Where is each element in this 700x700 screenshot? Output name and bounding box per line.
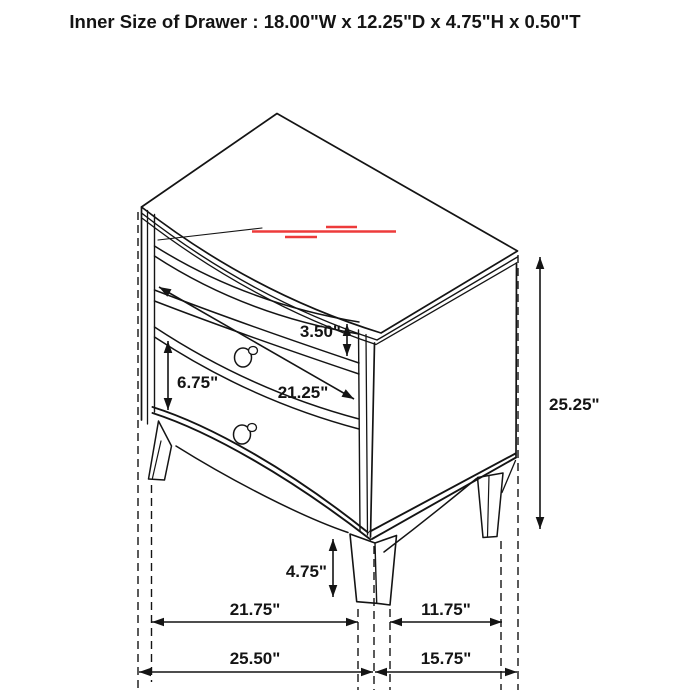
dim-overall-depth	[375, 649, 517, 676]
arrowhead-left	[152, 618, 164, 627]
leg-outline	[478, 473, 504, 538]
dim-label-overall-depth: 15.75"	[420, 649, 472, 668]
leg-corner-edge	[375, 543, 377, 603]
arrowhead-down	[329, 585, 338, 597]
arrowhead-left	[139, 668, 151, 677]
arrowhead-right	[505, 668, 517, 677]
cabinet-right-side	[370, 263, 517, 552]
arrowhead-up	[329, 539, 338, 551]
arrowhead-lower-right	[342, 389, 355, 399]
dim-bottom-drawer-height	[164, 341, 218, 410]
leg-outline	[350, 534, 397, 605]
front-right-post	[359, 330, 375, 537]
leg-facet-edge	[488, 476, 490, 537]
arrowhead-right	[346, 618, 358, 627]
post-outer-edge	[371, 343, 375, 537]
diagram-title: Inner Size of Drawer : 18.00"W x 12.25"D x 4.75"H x 0.50"T	[69, 11, 581, 32]
dim-label-drawer-width: 21.25"	[277, 383, 329, 402]
side-back-edge	[516, 263, 517, 457]
side-skirt-bottom	[384, 479, 477, 553]
dim-label-top-drawer-height: 3.50"	[299, 322, 341, 341]
drawer-knobs	[234, 347, 258, 445]
post-mid-edge	[366, 335, 368, 536]
side-bottom-band-2	[372, 458, 516, 540]
dim-label-leg-height: 4.75"	[285, 562, 327, 581]
dim-overall-height	[536, 257, 600, 529]
arrowhead-down	[343, 344, 352, 356]
top-surface-red-marks	[252, 227, 396, 237]
arrowhead-right	[361, 668, 373, 677]
front-left-leg	[149, 421, 172, 480]
dim-leg-height	[286, 539, 337, 597]
dim-label-side-leg-span: 11.75"	[421, 600, 471, 619]
arrowhead-up	[536, 257, 545, 269]
shelf-front-top-edge	[155, 246, 360, 322]
dim-side-leg-span	[390, 600, 502, 626]
arrowhead-left	[390, 618, 402, 627]
leg-outline	[149, 421, 172, 480]
dim-front-leg-span	[152, 600, 358, 626]
dim-label-front-leg-span: 21.75"	[229, 600, 281, 619]
front-right-leg	[350, 534, 397, 605]
back-right-leg	[478, 473, 504, 538]
post-inner-edge	[359, 330, 361, 531]
nightstand-drawing	[142, 114, 518, 606]
dimension-annotations	[139, 257, 600, 676]
bottom-drawer-knob-cap	[248, 424, 257, 432]
dim-label-overall-height: 25.25"	[549, 395, 600, 414]
arrowhead-right	[490, 618, 502, 627]
dim-label-overall-width: 25.50"	[229, 649, 281, 668]
top-surface-outline	[142, 114, 518, 334]
arrowhead-down	[164, 398, 173, 410]
cabinet-front-face	[153, 246, 371, 540]
arrowhead-left	[375, 668, 387, 677]
arrowhead-down	[536, 517, 545, 529]
apron-band-2	[153, 413, 371, 540]
top-drawer-knob-cap	[249, 347, 258, 355]
dim-label-bottom-drawer-height: 6.75"	[177, 373, 219, 392]
dim-overall-width	[139, 649, 373, 676]
side-bottom-band-1	[370, 454, 516, 532]
